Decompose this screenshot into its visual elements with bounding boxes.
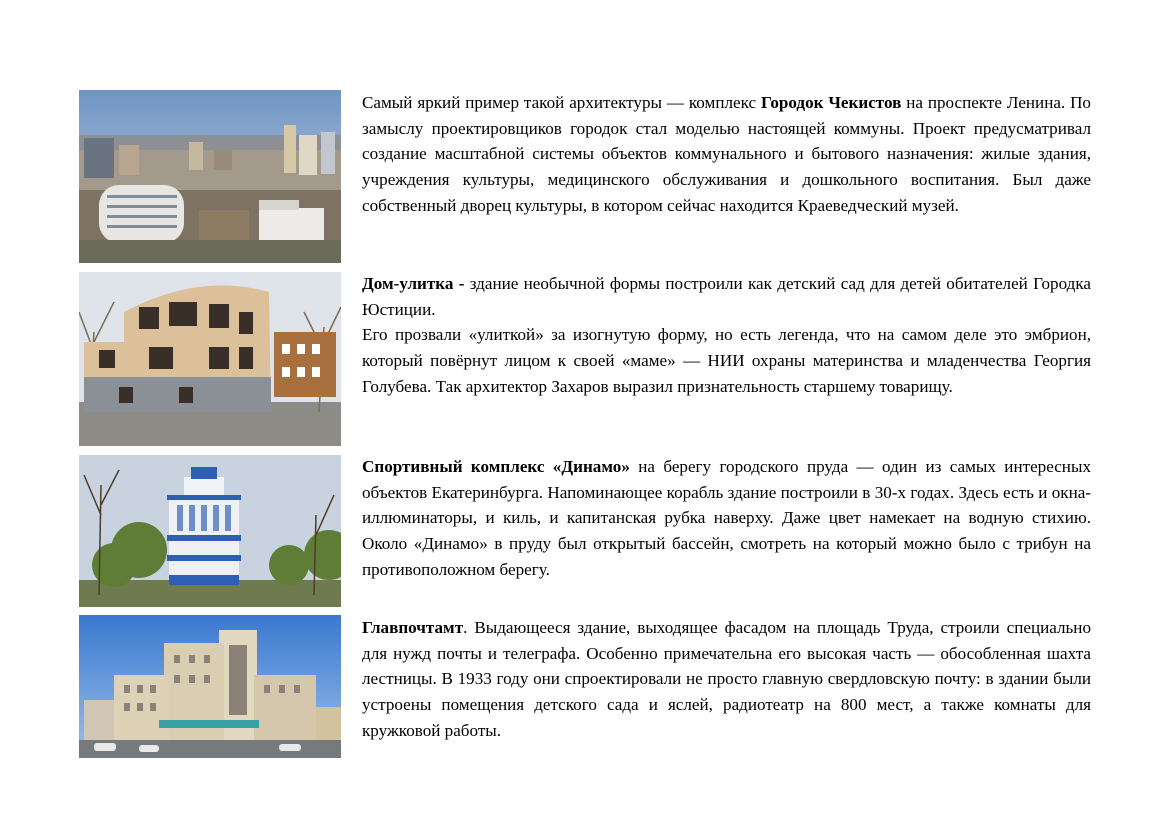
section-glavpochtamt xyxy=(362,615,1091,744)
section-dom-ulitka xyxy=(362,271,1091,400)
dinamo-image xyxy=(79,455,341,607)
photo-dinamo xyxy=(79,455,341,607)
section-dinamo xyxy=(362,454,1091,583)
photo-dom-ulitka xyxy=(79,272,341,446)
snail-house-image xyxy=(79,272,341,446)
text-run: . Выдающееся здание, выходящее фасадом на площадь Труда, строили специально для нужд почты и телеграфа. Особенно примечательна его высокая часть — обособленная шахта лестницы. В 1933 году они спроектировали не просто главную свердловскую почту: в здании были устроены помещения детского сада и яслей, радиотеатр на 800 мест, а также комнаты для кружковой работы. xyxy=(362,618,1091,740)
text-run: на берегу городского пруда — один из самых интересных объектов Екатеринбурга. Напоминающее корабль здание построили в 30-х годах. Здесь есть и окна-иллюминаторы, и киль, и капитанская рубка наверху. Даже цвет намекает на водную стихию. Около «Динамо» в пруду был открытый бассейн, смотреть на который можно было с трибун на противоположном берегу. xyxy=(362,457,1091,579)
photo-gorodok-chekistov xyxy=(79,90,341,263)
post-office-image xyxy=(79,615,341,758)
bold-term: Спортивный комплекс «Динамо» xyxy=(362,457,630,476)
paragraph xyxy=(362,90,1091,219)
bold-term: Дом-улитка - xyxy=(362,274,465,293)
paragraph xyxy=(362,615,1091,744)
section-gorodok-chekistov xyxy=(362,90,1091,219)
bold-term: Городок Чекистов xyxy=(760,93,902,112)
text-run: на проспекте Ленина. По замыслу проектировщиков городок стал моделью настоящей коммуны. Проект предусматривал создание масштабной системы объектов коммунального и бытового назначения: жилые здания, учреждения культуры, медицинского обслуживания и дошкольного воспитания. Был даже собственный дворец культуры, в котором сейчас находится Краеведческий музей. xyxy=(362,93,1091,215)
text-run: Самый яркий пример такой архитектуры — комплекс xyxy=(362,93,761,112)
paragraph xyxy=(362,454,1091,583)
photo-glavpochtamt xyxy=(79,615,341,758)
paragraph: Его прозвали «улиткой» за изогнутую форму, но есть легенда, что на самом деле это эмбрион, который повёрнут лицом к своей «маме» — НИИ охраны материнства и младенчества Георгия Голубева. Так архитектор Захаров выразил признательность старшему товарищу. xyxy=(362,325,1091,396)
bold-term: Главпочтамт xyxy=(362,618,464,637)
paragraph xyxy=(362,271,1091,322)
city-panorama-image xyxy=(79,90,341,263)
text-run: здание необычной формы построили как детский сад для детей обитателей Городка Юстиции. xyxy=(362,274,1091,319)
